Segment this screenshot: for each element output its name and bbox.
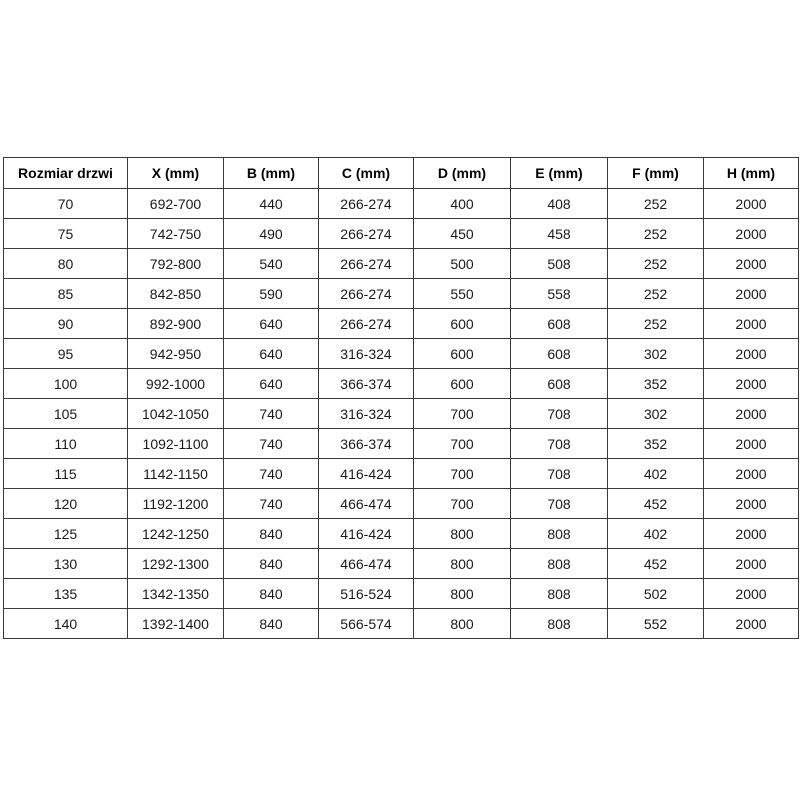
- table-header: [4, 158, 799, 189]
- table-row: [4, 189, 799, 219]
- table-cell: 808: [511, 579, 608, 609]
- table-body: [4, 189, 799, 639]
- table-cell: 1192-1200: [128, 489, 224, 519]
- table-cell: 120: [4, 489, 128, 519]
- table-row: [4, 549, 799, 579]
- table-cell: 740: [224, 399, 319, 429]
- table-cell: 700: [414, 429, 511, 459]
- table-cell: 490: [224, 219, 319, 249]
- table-cell: 352: [608, 369, 704, 399]
- table-cell: 266-274: [319, 309, 414, 339]
- table-cell: 840: [224, 579, 319, 609]
- table-cell: 640: [224, 369, 319, 399]
- table-cell: 590: [224, 279, 319, 309]
- table-cell: 2000: [704, 609, 799, 639]
- table-cell: 516-524: [319, 579, 414, 609]
- table-cell: 408: [511, 189, 608, 219]
- table-cell: 1242-1250: [128, 519, 224, 549]
- table-cell: 252: [608, 219, 704, 249]
- column-header-d-mm: D (mm): [414, 158, 511, 189]
- table-cell: 1092-1100: [128, 429, 224, 459]
- table-cell: 115: [4, 459, 128, 489]
- table-cell: 708: [511, 459, 608, 489]
- table-row: [4, 309, 799, 339]
- column-header-f-mm: F (mm): [608, 158, 704, 189]
- table-cell: 700: [414, 459, 511, 489]
- table-row: [4, 249, 799, 279]
- column-header-c-mm: C (mm): [319, 158, 414, 189]
- table-cell: 302: [608, 339, 704, 369]
- door-size-table: [3, 157, 799, 639]
- table-cell: 800: [414, 549, 511, 579]
- table-cell: 2000: [704, 489, 799, 519]
- table-cell: 700: [414, 489, 511, 519]
- table-cell: 452: [608, 549, 704, 579]
- table-cell: 100: [4, 369, 128, 399]
- table-cell: 110: [4, 429, 128, 459]
- table-cell: 252: [608, 189, 704, 219]
- table-cell: 840: [224, 519, 319, 549]
- table-cell: 640: [224, 339, 319, 369]
- table-cell: 2000: [704, 459, 799, 489]
- table-cell: 608: [511, 369, 608, 399]
- table-cell: 566-574: [319, 609, 414, 639]
- table-row: [4, 609, 799, 639]
- table-cell: 892-900: [128, 309, 224, 339]
- table-cell: 302: [608, 399, 704, 429]
- table-header-row: [4, 158, 799, 189]
- table-cell: 502: [608, 579, 704, 609]
- table-cell: 466-474: [319, 489, 414, 519]
- table-cell: 2000: [704, 309, 799, 339]
- table-cell: 266-274: [319, 219, 414, 249]
- table-cell: 252: [608, 249, 704, 279]
- table-cell: 440: [224, 189, 319, 219]
- table-cell: 400: [414, 189, 511, 219]
- column-header-rozmiar-drzwi: Rozmiar drzwi: [4, 158, 128, 189]
- table-cell: 130: [4, 549, 128, 579]
- table-cell: 508: [511, 249, 608, 279]
- table-cell: 2000: [704, 579, 799, 609]
- table-cell: 740: [224, 459, 319, 489]
- table-cell: 692-700: [128, 189, 224, 219]
- table-row: [4, 429, 799, 459]
- table-cell: 2000: [704, 249, 799, 279]
- table-cell: 550: [414, 279, 511, 309]
- table-cell: 840: [224, 609, 319, 639]
- table-cell: 800: [414, 519, 511, 549]
- table-cell: 708: [511, 489, 608, 519]
- table-cell: 2000: [704, 219, 799, 249]
- table-row: [4, 399, 799, 429]
- table-cell: 252: [608, 309, 704, 339]
- table-cell: 600: [414, 339, 511, 369]
- table-cell: 366-374: [319, 369, 414, 399]
- table-cell: 450: [414, 219, 511, 249]
- table-cell: 840: [224, 549, 319, 579]
- table-row: [4, 489, 799, 519]
- table-cell: 2000: [704, 549, 799, 579]
- table-row: [4, 369, 799, 399]
- table-cell: 500: [414, 249, 511, 279]
- table-cell: 1292-1300: [128, 549, 224, 579]
- table-cell: 1042-1050: [128, 399, 224, 429]
- column-header-b-mm: B (mm): [224, 158, 319, 189]
- table-cell: 2000: [704, 399, 799, 429]
- table-cell: 316-324: [319, 399, 414, 429]
- table-cell: 1142-1150: [128, 459, 224, 489]
- table-cell: 808: [511, 519, 608, 549]
- table-cell: 75: [4, 219, 128, 249]
- table-cell: 992-1000: [128, 369, 224, 399]
- table-cell: 942-950: [128, 339, 224, 369]
- table-cell: 552: [608, 609, 704, 639]
- table-cell: 70: [4, 189, 128, 219]
- table-cell: 416-424: [319, 459, 414, 489]
- table-cell: 558: [511, 279, 608, 309]
- table-cell: 402: [608, 459, 704, 489]
- table-cell: 105: [4, 399, 128, 429]
- table-cell: 366-374: [319, 429, 414, 459]
- table-cell: 2000: [704, 189, 799, 219]
- table-cell: 135: [4, 579, 128, 609]
- table-cell: 252: [608, 279, 704, 309]
- column-header-h-mm: H (mm): [704, 158, 799, 189]
- table-cell: 800: [414, 609, 511, 639]
- table-cell: 466-474: [319, 549, 414, 579]
- table-cell: 95: [4, 339, 128, 369]
- table-cell: 85: [4, 279, 128, 309]
- table-cell: 640: [224, 309, 319, 339]
- table-cell: 2000: [704, 279, 799, 309]
- table-cell: 266-274: [319, 249, 414, 279]
- table-cell: 352: [608, 429, 704, 459]
- table-cell: 2000: [704, 429, 799, 459]
- table-cell: 140: [4, 609, 128, 639]
- table-row: [4, 219, 799, 249]
- column-header-e-mm: E (mm): [511, 158, 608, 189]
- table-cell: 808: [511, 609, 608, 639]
- table-cell: 708: [511, 399, 608, 429]
- table-cell: 808: [511, 549, 608, 579]
- table-cell: 1342-1350: [128, 579, 224, 609]
- table-cell: 316-324: [319, 339, 414, 369]
- table-row: [4, 579, 799, 609]
- table-cell: 452: [608, 489, 704, 519]
- table-cell: 266-274: [319, 279, 414, 309]
- table-cell: 740: [224, 429, 319, 459]
- table-cell: 90: [4, 309, 128, 339]
- table-cell: 416-424: [319, 519, 414, 549]
- table-cell: 708: [511, 429, 608, 459]
- table-cell: 600: [414, 369, 511, 399]
- table-cell: 2000: [704, 519, 799, 549]
- table-cell: 80: [4, 249, 128, 279]
- table-cell: 266-274: [319, 189, 414, 219]
- column-header-x-mm: X (mm): [128, 158, 224, 189]
- table-cell: 608: [511, 309, 608, 339]
- table-row: [4, 339, 799, 369]
- table-cell: 792-800: [128, 249, 224, 279]
- table-cell: 1392-1400: [128, 609, 224, 639]
- table-cell: 402: [608, 519, 704, 549]
- table-cell: 842-850: [128, 279, 224, 309]
- table-cell: 125: [4, 519, 128, 549]
- table-row: [4, 519, 799, 549]
- table-cell: 2000: [704, 339, 799, 369]
- table-cell: 742-750: [128, 219, 224, 249]
- table-cell: 800: [414, 579, 511, 609]
- table-cell: 700: [414, 399, 511, 429]
- table-cell: 540: [224, 249, 319, 279]
- table-cell: 600: [414, 309, 511, 339]
- table-cell: 458: [511, 219, 608, 249]
- table-cell: 2000: [704, 369, 799, 399]
- table-cell: 608: [511, 339, 608, 369]
- table-row: [4, 279, 799, 309]
- table-row: [4, 459, 799, 489]
- table-cell: 740: [224, 489, 319, 519]
